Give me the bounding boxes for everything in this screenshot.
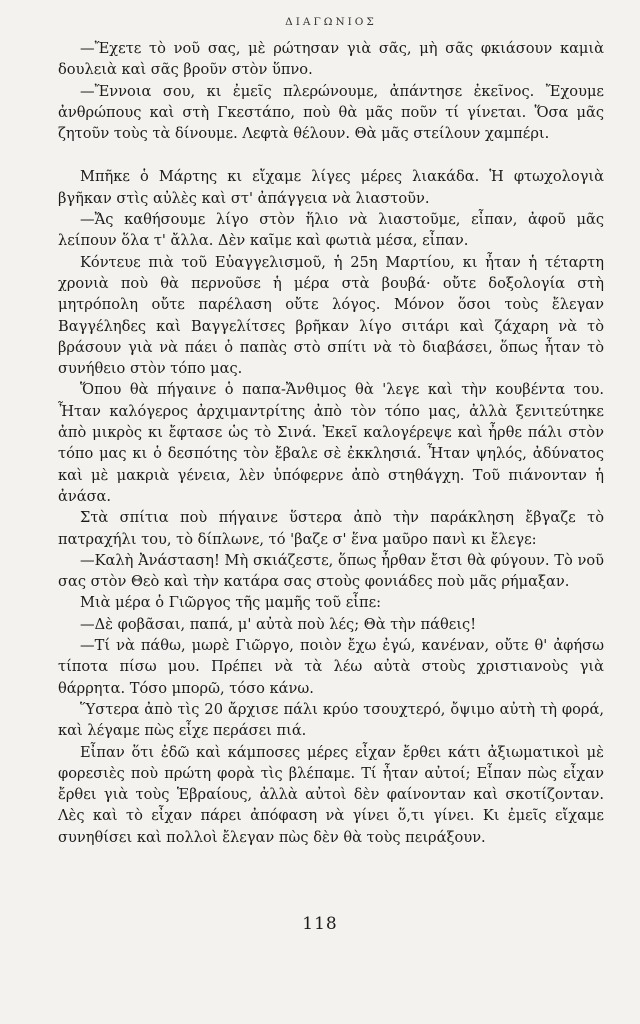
paragraph: Στὰ σπίτια ποὺ πήγαινε ὕστερα ἀπὸ τὴν παράκληση ἔβγαζε τὸ πατραχήλι του, τὸ δίπλωνε, τό 'βαζε σ' ἕνα μαῦρο πανὶ κι ἔλεγε: [58, 509, 604, 548]
paragraph: Μπῆκε ὁ Μάρτης κι εἴχαμε λίγες μέρες λιακάδα. Ἡ φτωχολογιὰ βγῆκαν στὶς αὐλὲς καὶ στ' ἀπάγγεια νὰ λιαστοῦν. [58, 168, 604, 207]
paragraph: Ὕστερα ἀπὸ τὶς 20 ἄρχισε πάλι κρύο τσουχτερό, ὄψιμο αὐτὴ τὴ φορά, καὶ λέγαμε πὼς εἶχε περάσει πιά. [58, 700, 604, 740]
paragraph: —Καλὴ Ἀνάσταση! Μὴ σκιάζεστε, ὅπως ἦρθαν ἔτσι θὰ φύγουν. Τὸ νοῦ σας στὸν Θεὸ καὶ τὴν κατάρα σας στοὺς φονιάδες ποὺ μᾶς ρήμαξαν. [58, 551, 604, 591]
paragraph: Εἶπαν ὅτι ἐδῶ καὶ κάμποσες μέρες εἶχαν ἔρθει κάτι ἀξιωματικοὶ μὲ φορεσιὲς ποὺ πρώτη φορὰ τὶς βλέπαμε. Τί ἦταν αὐτοί; Εἶπαν πὼς εἶχαν ἔρθει γιὰ τοὺς Ἑβραίους, ἀλλὰ αὐτοὶ δὲν φαίνονταν καὶ σκοτίζονταν. Λὲς καὶ τὸ εἶχαν πάρει ἀπόφαση νὰ γίνει ὅ,τι γίνει. Κι ἐμεῖς εἴχαμε συνηθίσει καὶ πολλοὶ ἔλεγαν πὼς δὲν θὰ τοὺς πειράξουν. [58, 743, 604, 846]
body-text [58, 38, 604, 848]
page-number: 118 [302, 914, 338, 934]
paragraph: Κόντευε πιὰ τοῦ Εὐαγγελισμοῦ, ἡ 25η Μαρτίου, κι ἦταν ἡ τέταρτη χρονιὰ ποὺ θὰ περνοῦσε ἡ μέρα στὰ βουβά· οὔτε δοξολογία στὴ μητρόπολη οὔτε παρέλαση οὔτε λόγος. Μόνον ὅσοι τοὺς ἔλεγαν Βαγγέληδες καὶ Βαγγελίτσες βρῆκαν λίγο σιτάρι καὶ ζάχαρη νὰ τὸ βράσουν γιὰ νὰ πάει ὁ παπὰς στὸ σπίτι νὰ τὸ διαβάσει, ὅπως ἦταν τὸ συνήθειο στὸν τόπο μας. [58, 253, 604, 378]
book-page [58, 16, 604, 848]
running-header: ΔΙΑΓΩΝΙΟΣ [285, 16, 377, 28]
section-break [58, 144, 604, 166]
paragraph: —Ἔννοια σου, κι ἐμεῖς πλερώνουμε, ἀπάντησε ἐκεῖνος. Ἔχουμε ἀνθρώπους καὶ στὴ Γκεστάπο, ποὺ θὰ μᾶς ποῦν τί γίνεται. Ὅσα μᾶς ζητοῦν τοὺς τὰ δίνουμε. Λεφτὰ θέλουν. Θὰ μᾶς στείλουν χαμπέρι. [58, 82, 604, 143]
paragraph: —Ἔχετε τὸ νοῦ σας, μὲ ρώτησαν γιὰ σᾶς, μὴ σᾶς φκιάσουν καμιὰ δουλειὰ καὶ σᾶς βροῦν στὸν ὕπνο. [58, 40, 604, 79]
paragraph: —Τί νὰ πάθω, μωρὲ Γιῶργο, ποιὸν ἔχω ἐγώ, κανέναν, οὔτε θ' ἀφήσω τίποτα πίσω μου. Πρέπει νὰ τὰ λέω αὐτὰ στοὺς χριστιανοὺς γιὰ θάρρητα. Τόσο μπορῶ, τόσο κάνω. [58, 637, 604, 697]
paragraph: Μιὰ μέρα ὁ Γιῶργος τῆς μαμῆς τοῦ εἶπε: [80, 594, 382, 612]
paragraph: —Δὲ φοβᾶσαι, παπά, μ' αὐτὰ ποὺ λές; Θὰ τὴν πάθεις! [80, 615, 477, 633]
paragraph: —Ἄς καθήσουμε λίγο στὸν ἥλιο νὰ λιαστοῦμε, εἶπαν, ἀφοῦ μᾶς λείπουν ὅλα τ' ἄλλα. Δὲν καῖμε καὶ φωτιὰ μέσα, εἶπαν. [58, 211, 604, 250]
paragraph: Ὅπου θὰ πήγαινε ὁ παπα-Ἄνθιμος θὰ 'λεγε καὶ τὴν κουβέντα του. Ἦταν καλόγερος ἀρχιμαντρίτης ἀπὸ τὸν τόπο μας, ἀλλὰ ξενιτεύτηκε ἀπὸ μικρὸς κι ἔφτασε ὡς τὸ Σινά. Ἐκεῖ καλογέρεψε καὶ ἦρθε πάλι στὸν τόπο μας κι ὁ δεσπότης τὸν ἔβαλε σὲ ἐκκλησιά. Ἦταν ψηλός, ἀδύνατος καὶ μὲ μακριὰ γένεια, λὲν ὑπόφερνε ἀπὸ στηθάγχη. Τοῦ πιάνονταν ἡ ἀνάσα. [58, 381, 604, 505]
